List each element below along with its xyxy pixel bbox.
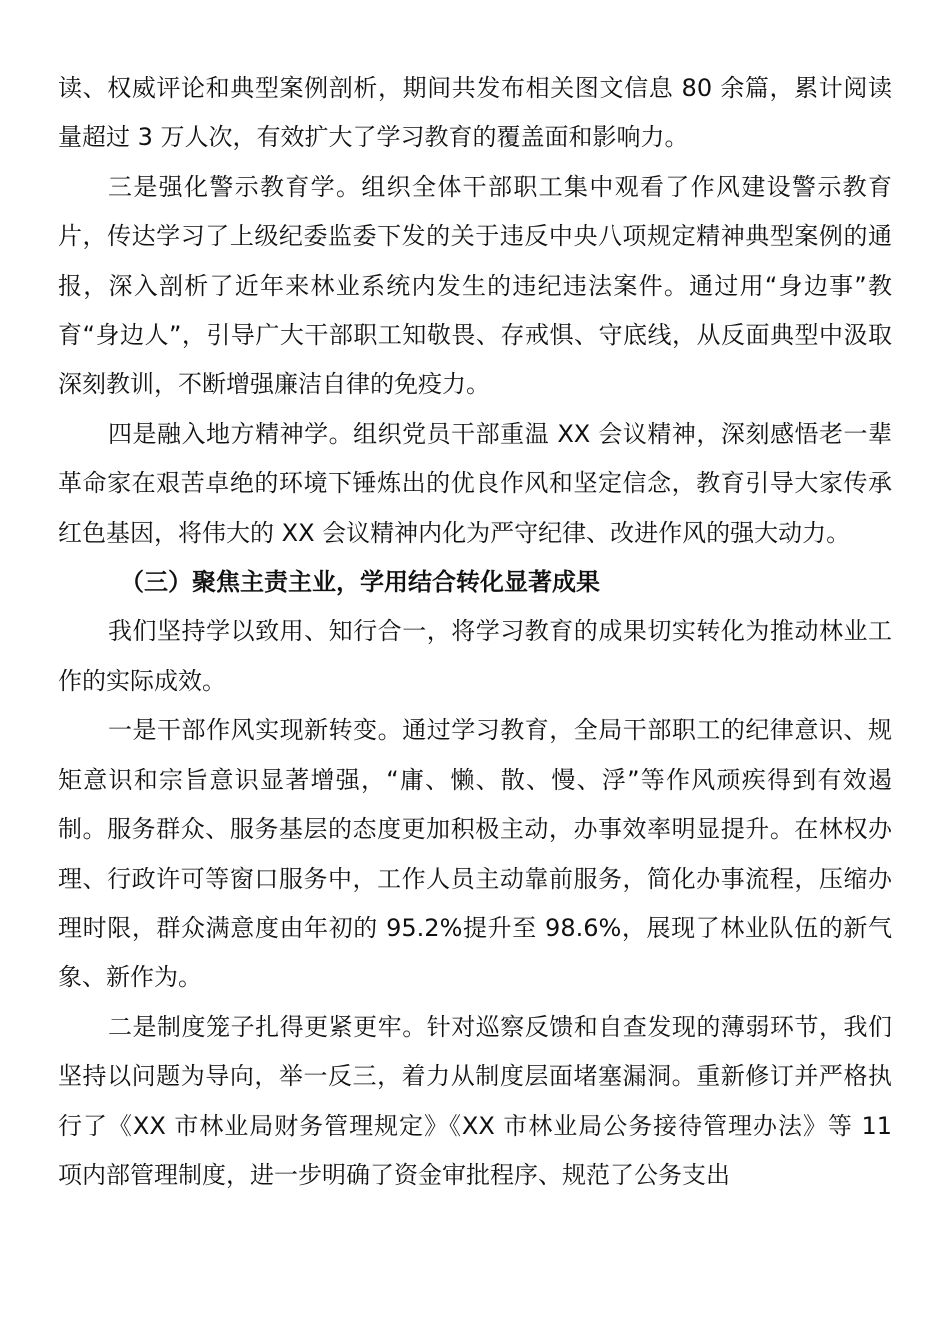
paragraph-warning-education: 三是强化警示教育学。组织全体干部职工集中观看了作风建设警示教育片，传达学习了上级纪委监委下发的关于违反中央八项规定精神典型案例的通报，深入剖析了近年来林业系统内发生的违纪违法案件。通过用“身边事”教育“身边人”，引导广大干部职工知敬畏、存戒惧、守底线，从反面典型中汲取深刻教训，不断增强廉洁自律的免疫力。: [58, 172, 892, 399]
paragraph-apply-learning: 我们坚持学以致用、知行合一，将学习教育的成果切实转化为推动林业工作的实际成效。: [58, 617, 892, 695]
paragraph-system-rules: 二是制度笼子扎得更紧更牢。针对巡察反馈和自查发现的薄弱环节，我们坚持以问题为导向，举一反三，着力从制度层面堵塞漏洞。重新修订并严格执行了《XX 市林业局财务管理规定》《XX 市林业局公务接待管理办法》等 11 项内部管理制度，进一步明确了资金审批程序、规范了公务支出: [58, 1012, 892, 1189]
section-heading: （三）聚焦主责主业，学用结合转化显著成果: [120, 568, 600, 597]
paragraph-work-style: 一是干部作风实现新转变。通过学习教育，全局干部职工的纪律意识、规矩意识和宗旨意识显著增强，“庸、懒、散、慢、浮”等作风顽疾得到有效遏制。服务群众、服务基层的态度更加积极主动，办事效率明显提升。在林权办理、行政许可等窗口服务中，工作人员主动靠前服务，简化办事流程，压缩办理时限，群众满意度由年初的 95.2%提升至 98.6%，展现了林业队伍的新气象、新作为。: [58, 716, 892, 992]
paragraph-continuation: 读、权威评论和典型案例剖析，期间共发布相关图文信息 80 余篇，累计阅读量超过 3 万人次，有效扩大了学习教育的覆盖面和影响力。: [58, 74, 892, 152]
paragraph-local-spirit: 四是融入地方精神学。组织党员干部重温 XX 会议精神，深刻感悟老一辈革命家在艰苦卓绝的环境下锤炼出的优良作风和坚定信念，教育引导大家传承红色基因，将伟大的 XX 会议精神内化为严守纪律、改进作风的强大动力。: [58, 419, 892, 547]
